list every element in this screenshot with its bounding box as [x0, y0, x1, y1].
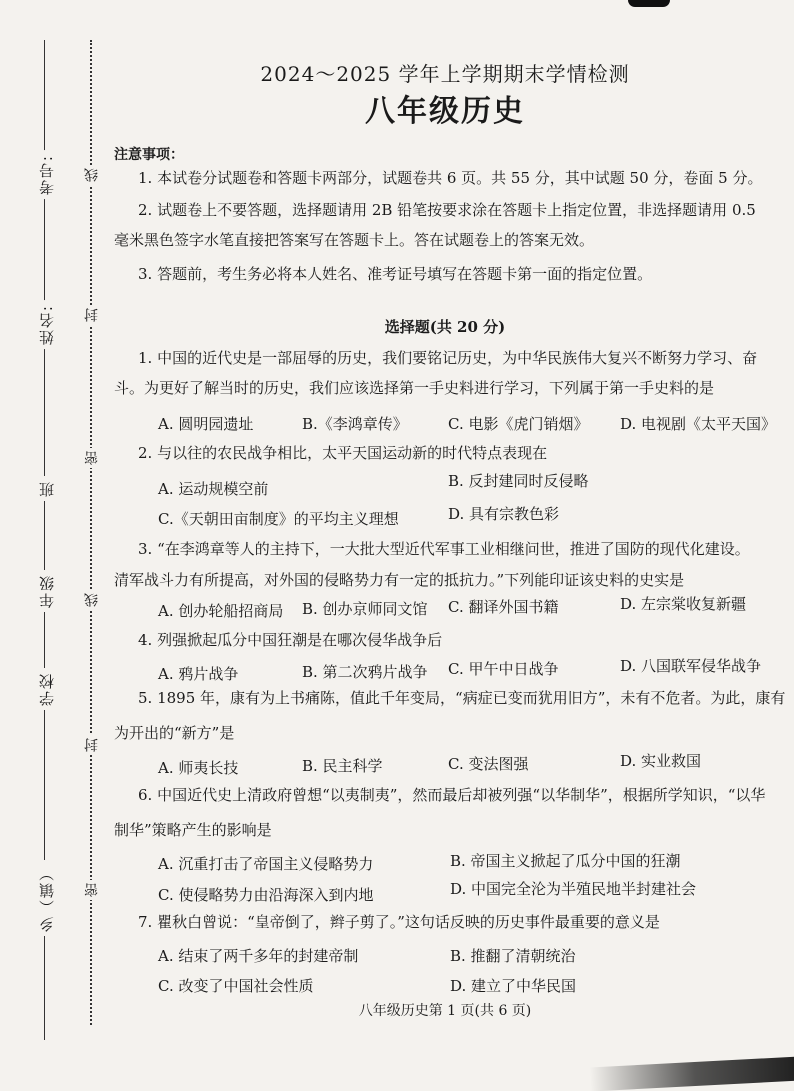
- field-name: 姓名:: [36, 300, 57, 349]
- option-d: D. 实业救国: [620, 752, 702, 770]
- option-d: D. 左宗棠收复新疆: [620, 595, 747, 613]
- notice-line: 3. 答题前，考生务必将本人姓名、准考证号填写在答题卡第一面的指定位置。: [138, 265, 653, 283]
- option-b: B. 创办京师同文馆: [302, 600, 428, 618]
- option-c: C. 电影《虎门销烟》: [448, 415, 589, 433]
- field-exam-number: 考号:: [36, 150, 57, 199]
- seal-mark-seal-1: 封: [82, 305, 102, 325]
- option-a: A. 创办轮船招商局: [158, 602, 284, 620]
- seal-mark-secret-2: 密: [82, 880, 102, 900]
- option-b: B. 反封建同时反侵略: [448, 472, 589, 490]
- binding-dotted-line: [90, 40, 92, 1025]
- option-a: A. 师夷长技: [158, 759, 239, 777]
- binding-margin: [0, 0, 100, 1085]
- option-d: D. 电视剧《太平天国》: [620, 415, 777, 433]
- field-school: 学校: [36, 668, 57, 710]
- exam-title: 2024～2025 学年上学期期末学情检测: [260, 62, 630, 86]
- question-stem: 5. 1895 年，康有为上书痛陈，值此千年变局，“病症已变而犹用旧方”，未有不危者。为此，康有: [138, 689, 786, 707]
- option-d: D. 中国完全沦为半殖民地半封建社会: [450, 880, 697, 898]
- option-d: D. 建立了中华民国: [450, 977, 577, 995]
- field-township: 乡（镇）: [36, 860, 57, 936]
- seal-mark-line-2: 线: [82, 590, 102, 610]
- question-stem: 制华”策略产生的影响是: [114, 821, 272, 839]
- option-c: C. 变法图强: [448, 755, 529, 773]
- exam-subject: 八年级历史: [365, 94, 525, 129]
- option-a: A. 圆明园遗址: [158, 415, 254, 433]
- scan-smudge-bottom: [590, 1057, 794, 1091]
- question-stem: 2. 与以往的农民战争相比，太平天国运动新的时代特点表现在: [138, 444, 548, 462]
- option-a: A. 结束了两千多年的封建帝制: [158, 947, 359, 965]
- notice-line: 毫米黑色签字水笔直接把答案写在答题卡上。答在试题卷上的答案无效。: [114, 231, 595, 249]
- section-title: 选择题(共 20 分): [384, 318, 506, 336]
- question-stem: 4. 列强掀起瓜分中国狂潮是在哪次侵华战争后: [138, 631, 443, 649]
- field-grade: 年级: [36, 570, 57, 612]
- notice-heading: 注意事项：: [114, 147, 184, 163]
- option-b: B.《李鸿章传》: [302, 415, 408, 433]
- option-d: D. 八国联军侵华战争: [620, 657, 762, 675]
- option-b: B. 推翻了清朝统治: [450, 947, 576, 965]
- option-a: A. 运动规模空前: [158, 480, 269, 498]
- page-footer: 八年级历史第 1 页(共 6 页): [358, 1003, 532, 1019]
- option-c: C. 甲午中日战争: [448, 660, 559, 678]
- option-c: C. 翻译外国书籍: [448, 598, 559, 616]
- option-c: C. 使侵略势力由沿海深入到内地: [158, 886, 374, 904]
- option-b: B. 民主科学: [302, 757, 383, 775]
- notice-line: 2. 试题卷上不要答题，选择题请用 2B 铅笔按要求涂在答题卡上指定位置，非选择题请用 0.5: [138, 201, 756, 219]
- option-d: D. 具有宗教色彩: [448, 505, 560, 523]
- option-b: B. 帝国主义掀起了瓜分中国的狂潮: [450, 852, 681, 870]
- seal-mark-seal-2: 封: [82, 735, 102, 755]
- seal-mark-line-1: 线: [82, 165, 102, 185]
- question-stem: 6. 中国近代史上清政府曾想“以夷制夷”，然而最后却被列强“以华制华”，根据所学知识，“以华: [138, 786, 766, 804]
- field-class: 班: [36, 476, 57, 501]
- question-stem: 斗。为更好了解当时的历史，我们应该选择第一手史料进行学习，下列属于第一手史料的是: [114, 379, 715, 397]
- scan-smudge-top: [628, 0, 670, 7]
- seal-mark-secret-1: 密: [82, 448, 102, 468]
- question-stem: 7. 瞿秋白曾说：“皇帝倒了，辫子剪了。”这句话反映的历史事件最重要的意义是: [138, 913, 660, 931]
- notice-line: 1. 本试卷分试题卷和答题卡两部分，试题卷共 6 页。共 55 分，其中试题 50 分，卷面 5 分。: [138, 169, 763, 187]
- question-stem: 1. 中国的近代史是一部屈辱的历史，我们要铭记历史，为中华民族伟大复兴不断努力学习、奋: [138, 349, 758, 367]
- option-c: C. 改变了中国社会性质: [158, 977, 314, 995]
- option-b: B. 第二次鸦片战争: [302, 663, 428, 681]
- option-a: A. 沉重打击了帝国主义侵略势力: [158, 855, 374, 873]
- question-stem: 清军战斗力有所提高，对外国的侵略势力有一定的抵抗力。”下列能印证该史料的史实是: [114, 571, 685, 589]
- option-a: A. 鸦片战争: [158, 665, 239, 683]
- question-stem: 3. “在李鸿章等人的主持下，一大批大型近代军事工业相继问世，推进了国防的现代化建设。: [138, 540, 750, 558]
- option-c: C.《天朝田亩制度》的平均主义理想: [158, 510, 399, 528]
- question-stem: 为开出的“新方”是: [114, 724, 235, 742]
